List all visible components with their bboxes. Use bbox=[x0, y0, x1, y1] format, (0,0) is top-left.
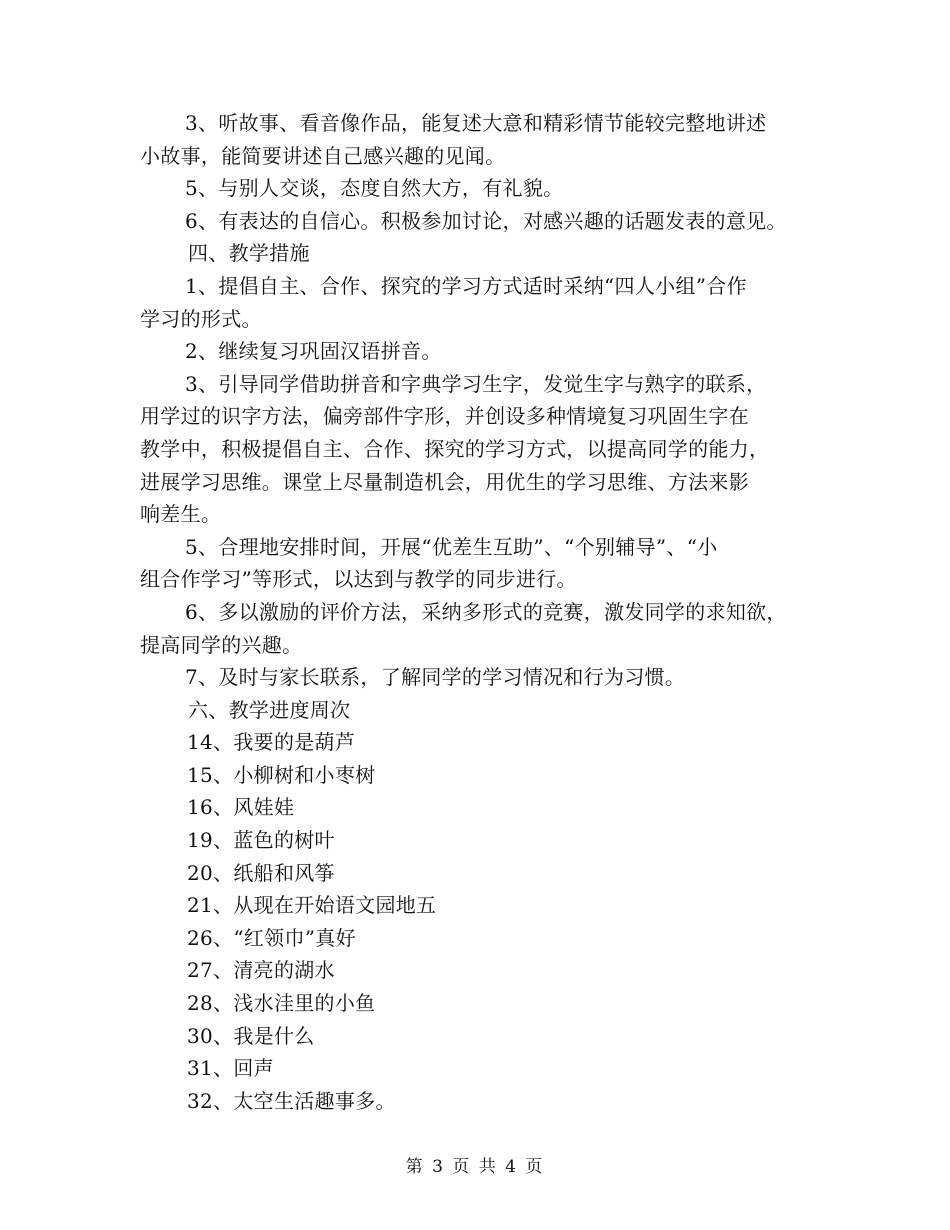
measure-item-2 bbox=[140, 335, 830, 368]
list-item: 16、风娃娃 bbox=[187, 795, 295, 820]
measure-item-3 bbox=[140, 368, 830, 531]
text-line: 进展学习思维。课堂上尽量制造机会，用优生的学习思维、方法来影 bbox=[140, 469, 749, 494]
list-item: 20、纸船和风筝 bbox=[187, 860, 335, 885]
measure-item-6 bbox=[140, 596, 830, 661]
list-item: 26、“红领巾”真好 bbox=[187, 925, 356, 950]
section-title: 六、教学进度周次 bbox=[188, 697, 351, 722]
text-line: 学习的形式。 bbox=[140, 306, 262, 331]
list-item: 21、从现在开始语文园地五 bbox=[187, 893, 437, 918]
list-item: 14、我要的是葫芦 bbox=[187, 730, 356, 755]
text-line: 5、合理地安排时间，开展“优差生互助”、“个别辅导”、“小 bbox=[185, 534, 718, 559]
document-body bbox=[140, 107, 830, 1117]
text-line: 教学中，积极提倡自主、合作、探究的学习方式，以提高同学的能力， bbox=[140, 436, 770, 461]
section-heading-schedule bbox=[140, 694, 830, 727]
list-item: 28、浅水洼里的小鱼 bbox=[187, 991, 376, 1016]
text-line: 用学过的识字方法，偏旁部件字形，并创设多种情境复习巩固生字在 bbox=[140, 404, 749, 429]
paragraph-goal-6 bbox=[140, 205, 830, 238]
text-line: 提高同学的兴趣。 bbox=[140, 632, 303, 657]
list-item: 15、小柳树和小枣树 bbox=[187, 762, 376, 787]
section-heading-measures bbox=[140, 237, 830, 270]
text-line: 3、听故事、看音像作品，能复述大意和精彩情节能较完整地讲述 bbox=[185, 111, 767, 135]
paragraph-goal-5 bbox=[140, 172, 830, 205]
list-item: 31、回声 bbox=[187, 1056, 274, 1081]
text-line: 2、继续复习巩固汉语拼音。 bbox=[185, 339, 442, 364]
text-line: 小故事，能简要讲述自己感兴趣的见闻。 bbox=[140, 143, 506, 168]
list-item: 19、蓝色的树叶 bbox=[187, 828, 335, 853]
text-line: 3、引导同学借助拼音和字典学习生字，发觉生字与熟字的联系， bbox=[185, 371, 767, 396]
text-line: 7、及时与家长联系，了解同学的学习情况和行为习惯。 bbox=[185, 665, 686, 690]
text-line: 1、提倡自主、合作、探究的学习方式适时采纳“四人小组”合作 bbox=[185, 273, 747, 298]
measure-item-1 bbox=[140, 270, 830, 335]
list-item: 30、我是什么 bbox=[187, 1023, 315, 1048]
paragraph-goal-3 bbox=[140, 107, 830, 172]
measure-item-5 bbox=[140, 531, 830, 596]
list-item: 32、太空生活趣事多。 bbox=[187, 1088, 396, 1113]
text-line: 6、多以激励的评价方法，采纳多形式的竞赛，激发同学的求知欲， bbox=[185, 599, 787, 624]
text-line: 响差生。 bbox=[140, 502, 222, 527]
page-number-footer: 第 3 页 共 4 页 bbox=[405, 1157, 545, 1177]
list-item: 27、清亮的湖水 bbox=[187, 958, 335, 983]
text-line: 5、与别人交谈，态度自然大方，有礼貌。 bbox=[185, 176, 564, 201]
section-title: 四、教学措施 bbox=[188, 241, 310, 266]
schedule-list bbox=[140, 726, 830, 1117]
measure-item-7 bbox=[140, 661, 830, 694]
text-line: 6、有表达的自信心。积极参加讨论，对感兴趣的话题发表的意见。 bbox=[185, 208, 787, 233]
text-line: 组合作学习”等形式，以达到与教学的同步进行。 bbox=[140, 567, 577, 592]
